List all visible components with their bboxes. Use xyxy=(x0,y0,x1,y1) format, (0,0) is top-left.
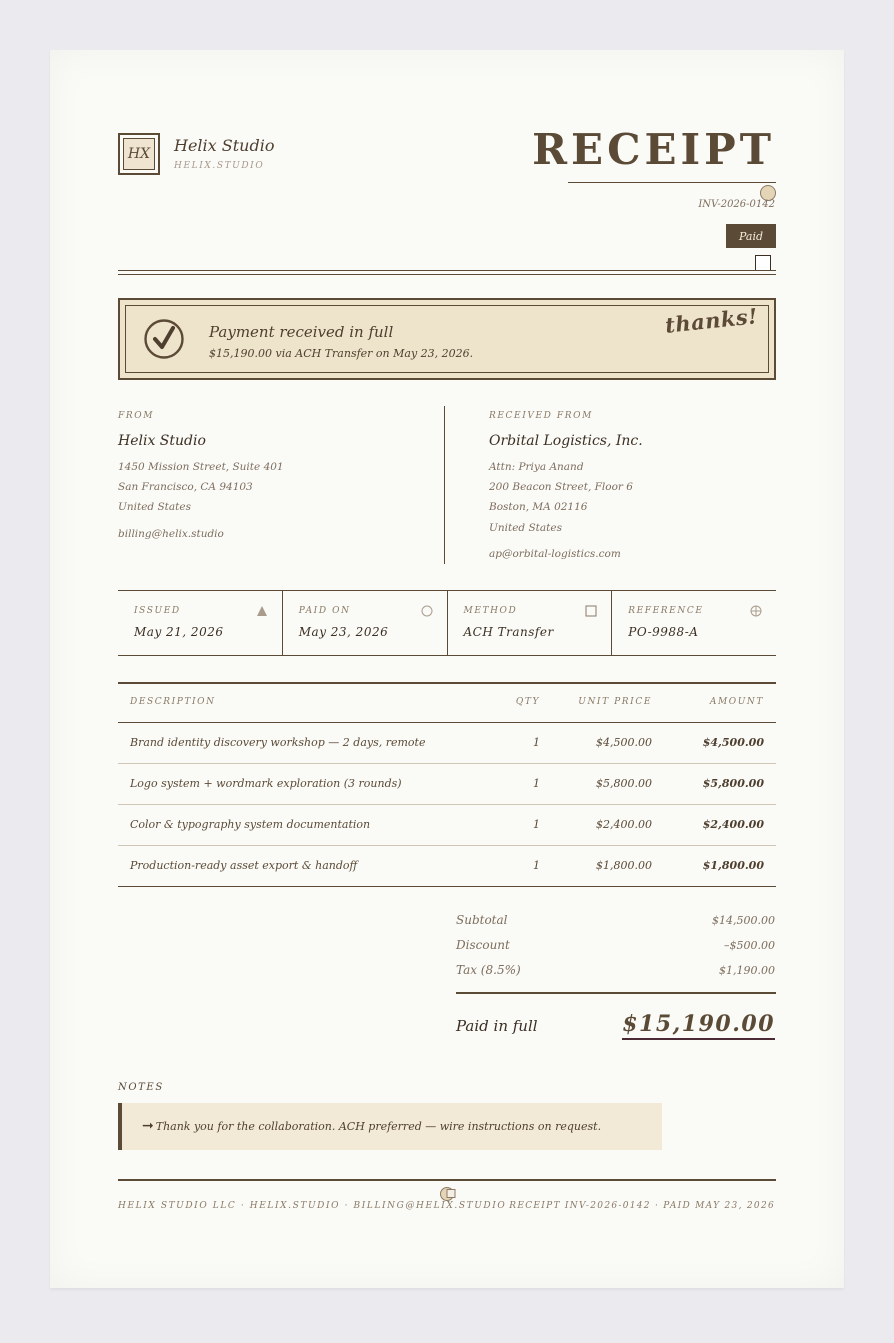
table-row xyxy=(118,805,776,846)
line-items-table xyxy=(118,682,776,887)
received-from-email-link[interactable]: ap@orbital-logistics.com xyxy=(489,548,621,560)
from-label: FROM xyxy=(118,411,155,421)
from-address-line: United States xyxy=(118,501,191,513)
meta-value: PO-9988-A xyxy=(628,625,699,639)
arrow-right-icon: ➞ xyxy=(142,1118,154,1134)
footer-divider xyxy=(118,1179,776,1181)
received-from-address-line: Boston, MA 02116 xyxy=(489,501,588,513)
footer-company-info: HELIX STUDIO LLC · HELIX.STUDIO · BILLING@HELIX.STUDIO xyxy=(118,1201,507,1211)
tax-value: $1,190.00 xyxy=(719,964,775,977)
item-description: Brand identity discovery workshop — 2 days, remote xyxy=(130,736,426,749)
column-header-amount: AMOUNT xyxy=(709,697,764,707)
brand-logo xyxy=(118,133,160,175)
notes-text: Thank you for the collaboration. ACH preferred — wire instructions on request. xyxy=(155,1120,602,1133)
circle-icon xyxy=(421,605,433,617)
meta-issued xyxy=(118,591,283,655)
item-unit-price: $1,800.00 xyxy=(596,859,652,872)
from-address-line: 1450 Mission Street, Suite 401 xyxy=(118,461,284,473)
totals-divider xyxy=(456,992,776,994)
subtotal-value: $14,500.00 xyxy=(712,914,775,927)
received-from-address-line: 200 Beacon Street, Floor 6 xyxy=(489,481,633,493)
crosshair-icon xyxy=(750,605,762,617)
square-ornament-icon xyxy=(755,255,771,271)
from-email-link[interactable]: billing@helix.studio xyxy=(118,528,224,540)
meta-value: May 23, 2026 xyxy=(298,625,389,639)
notes-content xyxy=(142,1118,601,1134)
received-from-attn: Attn: Priya Anand xyxy=(489,461,584,473)
meta-label: METHOD xyxy=(463,606,518,616)
column-header-unit-price: UNIT PRICE xyxy=(578,697,652,707)
discount-value: –$500.00 xyxy=(724,939,775,952)
triangle-icon xyxy=(256,605,268,617)
brand-domain: HELIX.STUDIO xyxy=(174,161,265,171)
receipt-number: INV-2026-0142 xyxy=(698,199,775,210)
party-divider xyxy=(444,406,445,564)
meta-value: May 21, 2026 xyxy=(134,625,224,639)
item-unit-price: $4,500.00 xyxy=(596,736,652,749)
item-qty: 1 xyxy=(533,777,540,790)
footer-ornament-icon xyxy=(440,1186,456,1202)
status-badge-label: Paid xyxy=(738,229,764,243)
item-amount: $4,500.00 xyxy=(702,736,764,749)
received-from-label: RECEIVED FROM xyxy=(489,411,593,421)
paid-in-full-label: Paid in full xyxy=(456,1017,538,1035)
subtotal-label: Subtotal xyxy=(456,913,508,927)
status-badge xyxy=(726,224,776,248)
logo-monogram-text: HX xyxy=(127,146,151,162)
paid-total-value: $15,190.00 xyxy=(622,1011,775,1040)
banner-title: Payment received in full xyxy=(209,323,394,341)
discount-label: Discount xyxy=(456,938,510,952)
tax-label: Tax (8.5%) xyxy=(456,963,521,977)
logo-monogram xyxy=(123,138,155,170)
banner-subtitle: $15,190.00 via ACH Transfer on May 23, 2026. xyxy=(209,347,474,360)
meta-value: ACH Transfer xyxy=(463,625,554,639)
title-underline xyxy=(568,182,776,183)
item-description: Logo system + wordmark exploration (3 rounds) xyxy=(130,777,402,790)
from-name: Helix Studio xyxy=(118,433,206,449)
notes-label: NOTES xyxy=(118,1082,164,1093)
document-title: RECEIPT xyxy=(532,125,775,174)
table-row xyxy=(118,846,776,887)
thanks-stamp: thanks! xyxy=(664,303,760,338)
table-row xyxy=(118,723,776,764)
table-row xyxy=(118,764,776,805)
column-header-qty: QTY xyxy=(515,697,540,707)
from-address-line: San Francisco, CA 94103 xyxy=(118,481,253,493)
table-header xyxy=(118,684,776,723)
item-amount: $1,800.00 xyxy=(702,859,764,872)
brand-name: Helix Studio xyxy=(174,136,275,155)
item-amount: $2,400.00 xyxy=(702,818,764,831)
item-qty: 1 xyxy=(533,736,540,749)
received-from-name: Orbital Logistics, Inc. xyxy=(489,433,643,449)
meta-label: REFERENCE xyxy=(628,606,704,616)
payment-banner xyxy=(118,298,776,380)
meta-reference xyxy=(612,591,776,655)
item-amount: $5,800.00 xyxy=(702,777,764,790)
column-header-description: DESCRIPTION xyxy=(130,697,216,707)
received-from-address-line: United States xyxy=(489,522,562,534)
check-circle-icon xyxy=(144,319,184,359)
banner-inner-frame xyxy=(125,305,769,373)
meta-method xyxy=(448,591,613,655)
item-qty: 1 xyxy=(533,818,540,831)
footer-receipt-info: RECEIPT INV-2026-0142 · PAID MAY 23, 2026 xyxy=(509,1201,775,1211)
meta-label: PAID ON xyxy=(298,606,351,616)
item-qty: 1 xyxy=(533,859,540,872)
header-divider xyxy=(118,270,776,275)
notes-box xyxy=(118,1103,662,1150)
item-unit-price: $5,800.00 xyxy=(596,777,652,790)
item-unit-price: $2,400.00 xyxy=(596,818,652,831)
item-description: Color & typography system documentation xyxy=(130,818,371,831)
meta-label: ISSUED xyxy=(134,606,181,616)
receipt-meta-grid xyxy=(118,590,776,656)
receipt-page xyxy=(50,50,844,1288)
square-icon xyxy=(585,605,597,617)
meta-paid-on xyxy=(283,591,448,655)
item-description: Production-ready asset export & handoff xyxy=(130,859,358,872)
